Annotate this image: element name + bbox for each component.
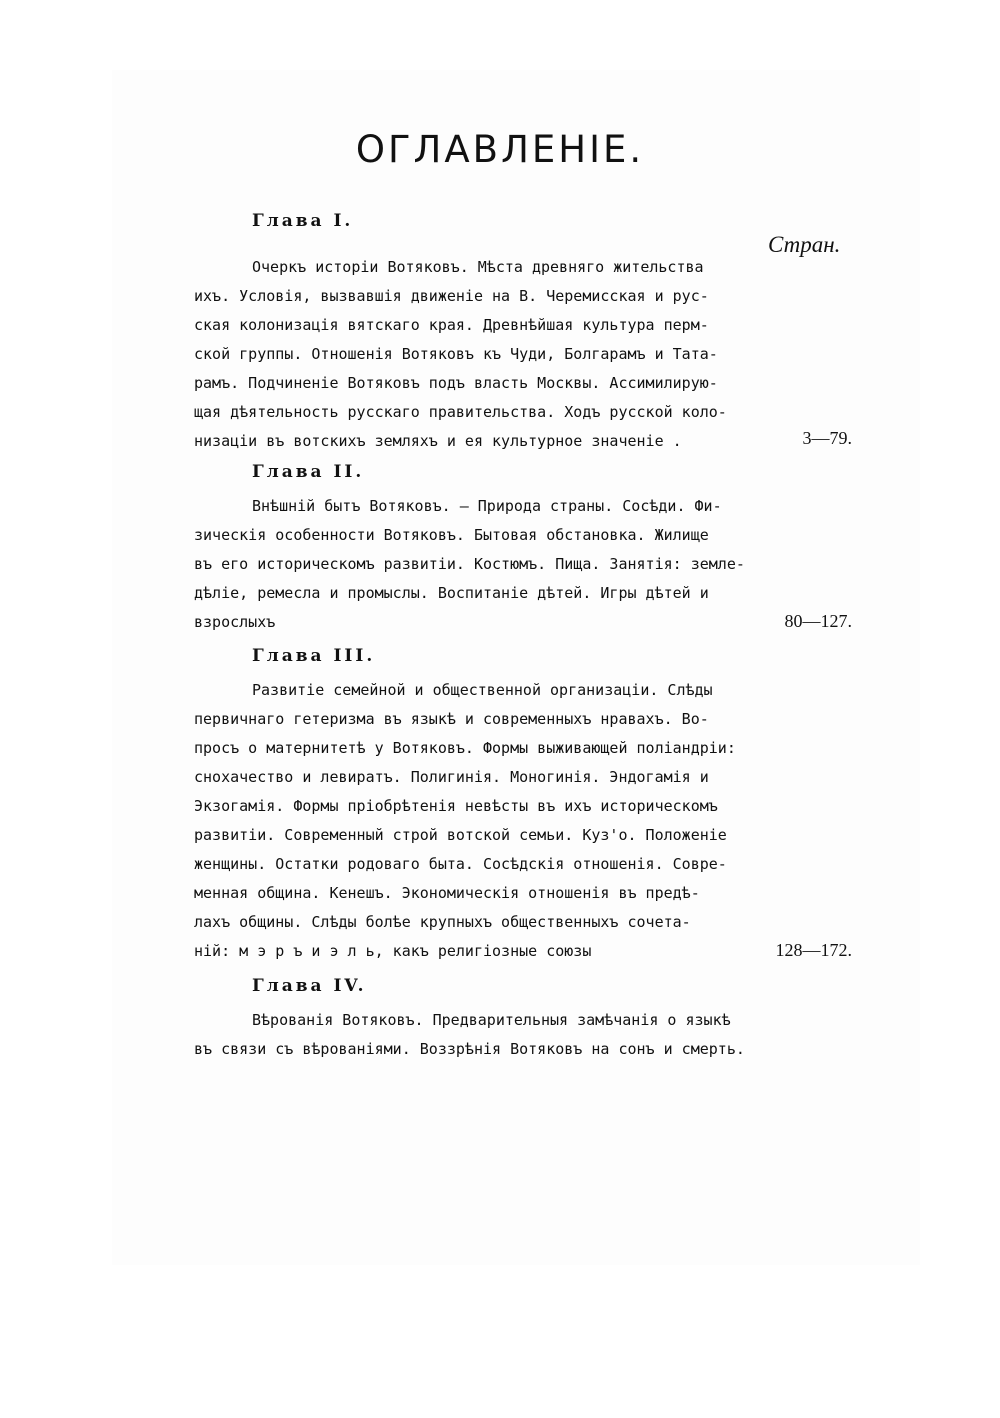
summary-line: въ его историческомъ развитіи. Костюмъ. Пища. Занятія: земле- — [194, 555, 745, 573]
summary-line: Внѣшній бытъ Вотяковъ. — Природа страны. Сосѣди. Фи- — [252, 497, 722, 515]
chapter-2-summary — [194, 492, 754, 637]
summary-line: дѣліе, ремесла и промыслы. Воспитаніе дѣтей. Игры дѣтей и — [194, 584, 709, 602]
summary-line: лахъ общины. Слѣды болѣе крупныхъ общественныхъ сочета- — [194, 913, 691, 931]
summary-line: женщины. Остатки родоваго быта. Сосѣдскія отношенія. Совре- — [194, 855, 727, 873]
summary-line: зическія особенности Вотяковъ. Бытовая обстановка. Жилище — [194, 526, 709, 544]
summary-line: рамъ. Подчиненіе Вотяковъ подъ власть Москвы. Ассимилирую- — [194, 374, 718, 392]
chapter-1-pages: 3—79. — [802, 428, 852, 448]
summary-line: ихъ. Условія, вызвавшія движеніе на В. Черемисская и рус- — [194, 287, 709, 305]
summary-line: ская колонизація вятскаго края. Древнѣйшая культура перм- — [194, 316, 709, 334]
chapter-3-pages: 128—172. — [775, 940, 852, 960]
summary-line: низаціи въ вотскихъ земляхъ и ея культурное значеніе . — [194, 432, 682, 450]
chapter-heading-1: Глава I. — [252, 211, 354, 231]
chapter-4-summary — [194, 1006, 754, 1064]
summary-line: щая дѣятельность русскаго правительства. Ходъ русской коло- — [194, 403, 727, 421]
page-title: ОГЛАВЛЕНІЕ. — [355, 128, 645, 171]
summary-line: снохачество и левиратъ. Полигинія. Моногинія. Эндогамія и — [194, 768, 709, 786]
chapter-2-pages: 80—127. — [784, 611, 852, 631]
summary-line: Очеркъ исторіи Вотяковъ. Мѣста древняго жительства — [252, 258, 704, 276]
summary-line: ній: м э р ъ и э л ь, какъ религіозные союзы — [194, 942, 592, 960]
summary-line: просъ о матернитетѣ у Вотяковъ. Формы выживающей поліандріи: — [194, 739, 736, 757]
summary-line: менная община. Кенешъ. Экономическія отношенія въ предѣ- — [194, 884, 700, 902]
summary-line: Развитіе семейной и общественной организаціи. Слѣды — [252, 681, 713, 699]
summary-line: въ связи съ вѣрованіями. Воззрѣнія Вотяковъ на сонъ и смерть. — [194, 1040, 745, 1058]
summary-line: взрослыхъ — [194, 613, 276, 631]
chapter-heading-4: Глава IV. — [252, 976, 367, 996]
summary-line: Экзогамія. Формы пріобрѣтенія невѣсты въ ихъ историческомъ — [194, 797, 718, 815]
pages-column-label: Стран. — [768, 232, 841, 257]
summary-line: Вѣрованія Вотяковъ. Предварительныя замѣчанія о языкѣ — [252, 1011, 731, 1029]
chapter-3-summary — [194, 676, 754, 966]
chapter-1-summary — [194, 253, 754, 456]
summary-line: ской группы. Отношенія Вотяковъ къ Чуди, Болгарамъ и Тата- — [194, 345, 718, 363]
chapter-heading-2: Глава II. — [252, 462, 365, 482]
summary-line: развитіи. Современный строй вотской семьи. Куз'о. Положеніе — [194, 826, 727, 844]
summary-line: первичнаго гетеризма въ языкѣ и современныхъ нравахъ. Во- — [194, 710, 709, 728]
chapter-heading-3: Глава III. — [252, 646, 376, 666]
